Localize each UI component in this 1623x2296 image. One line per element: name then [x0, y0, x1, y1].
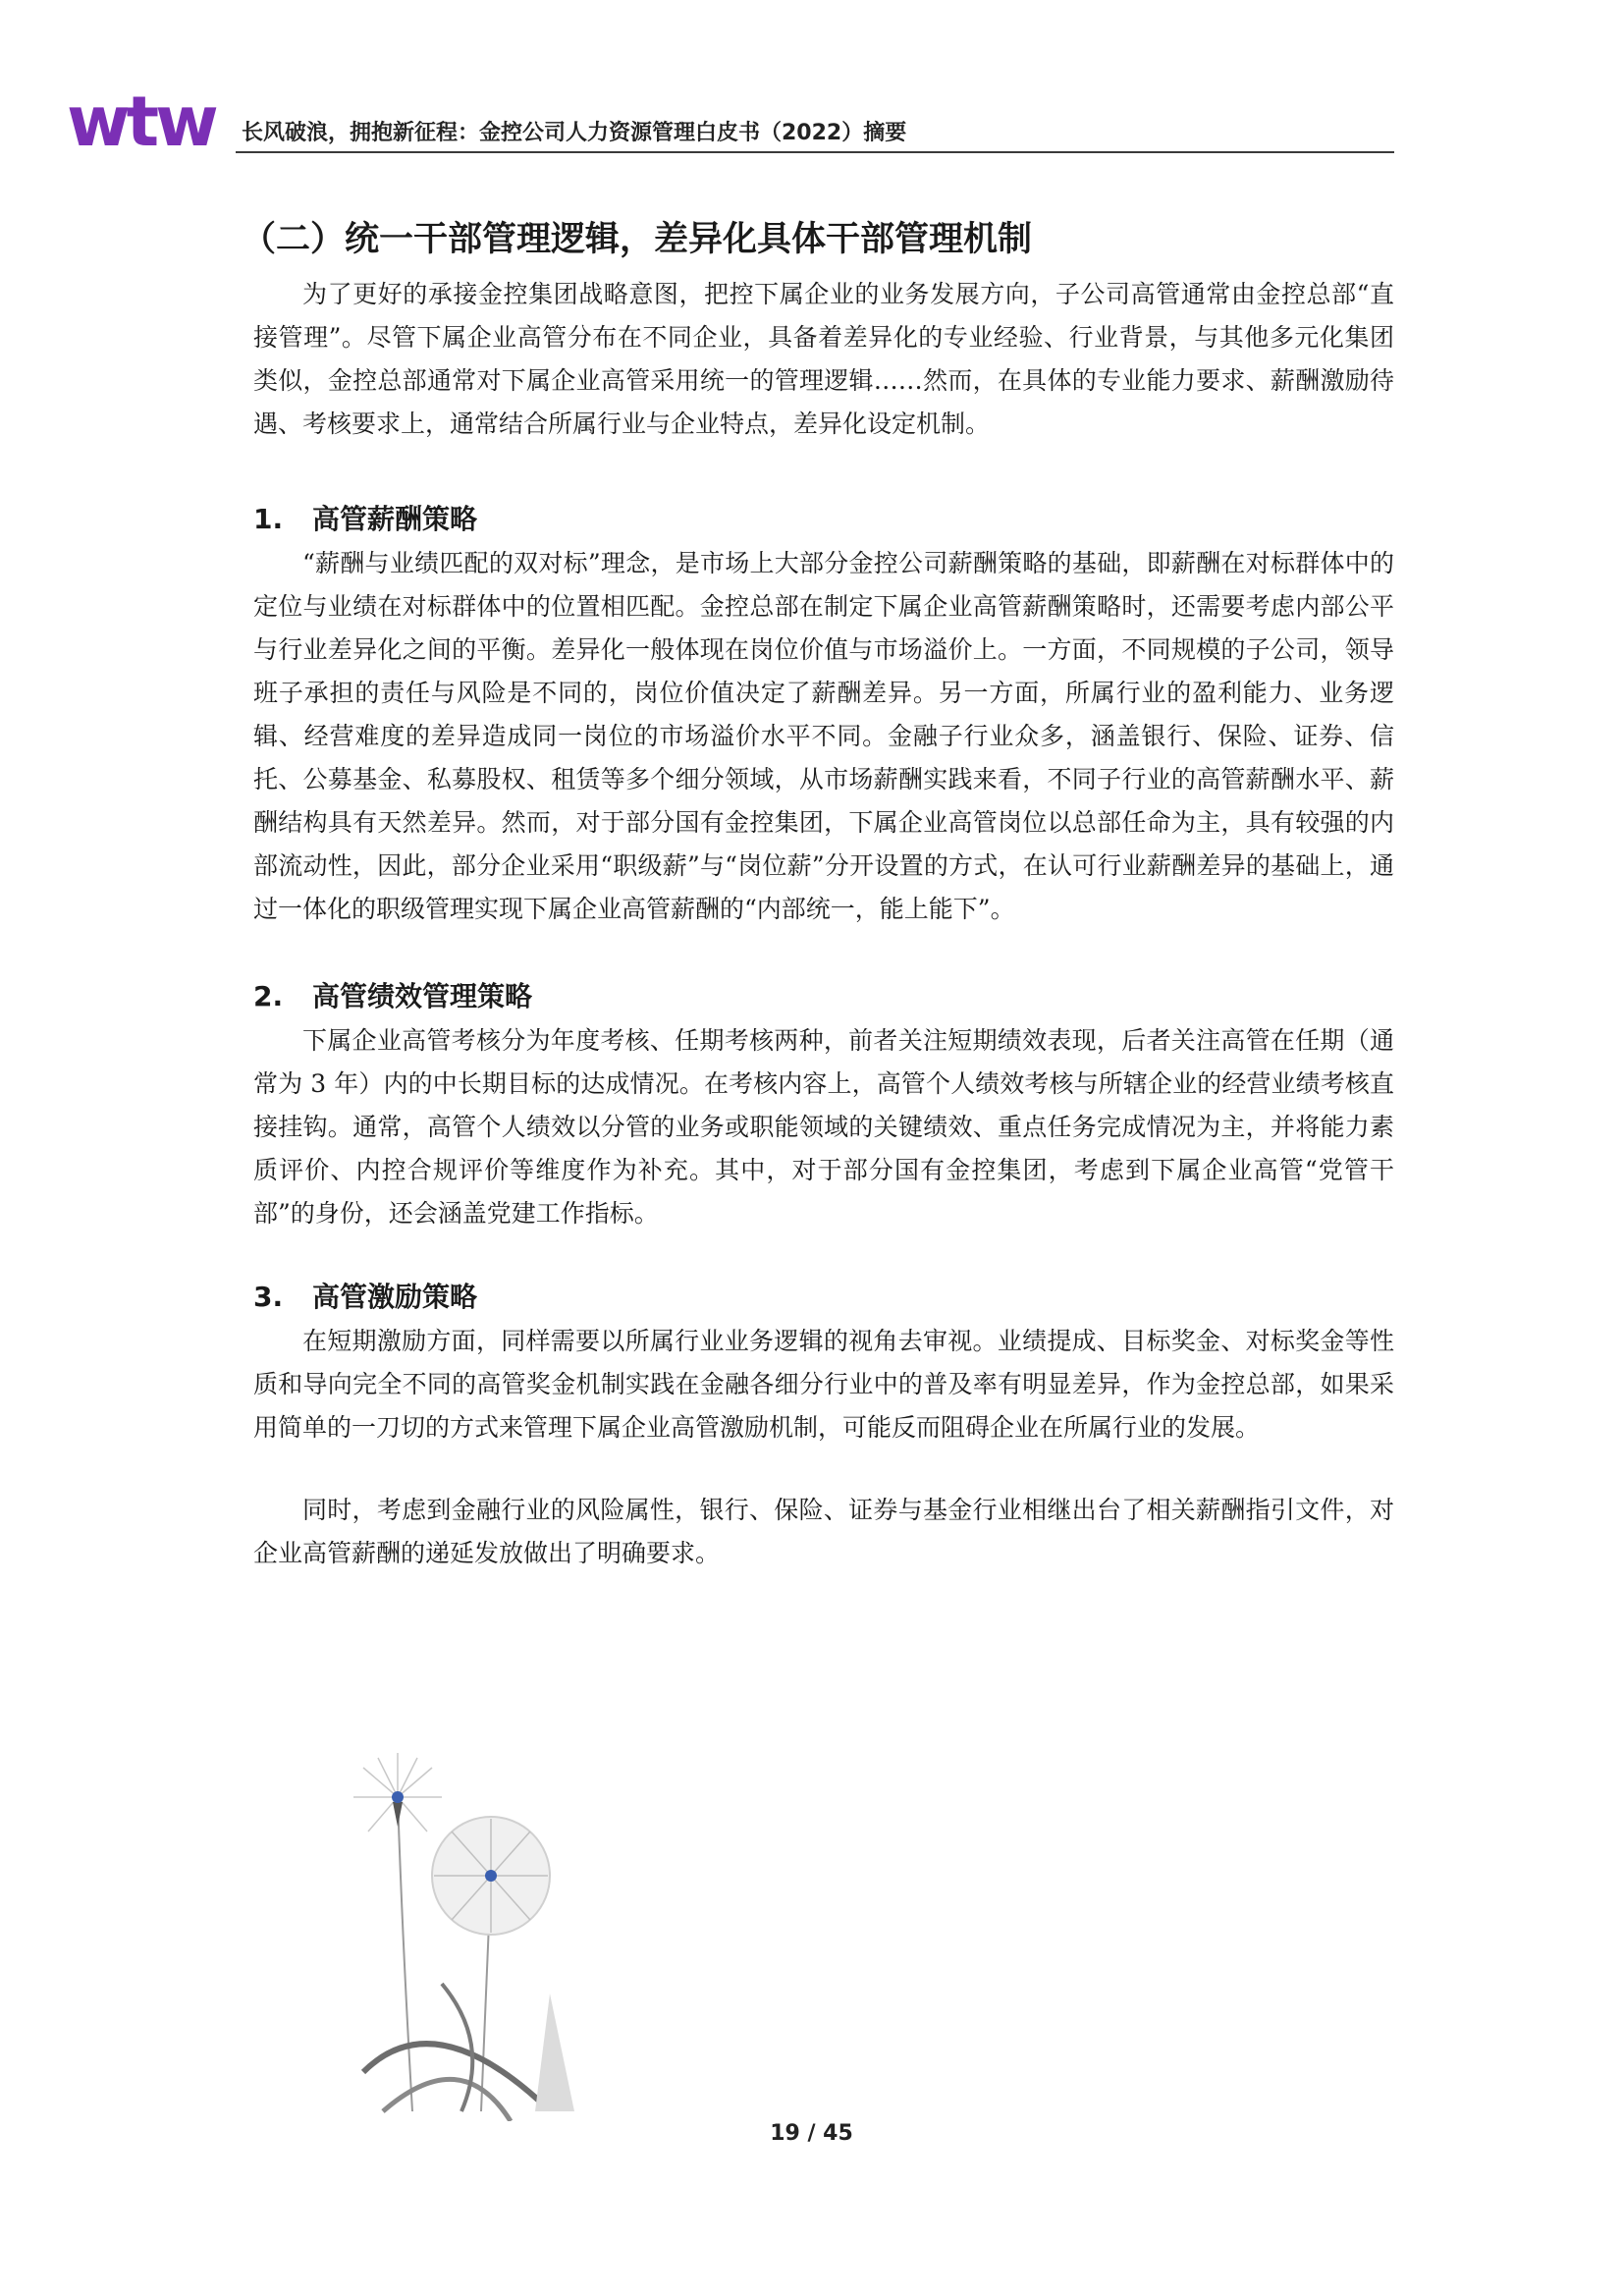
- subsection-title: 高管绩效管理策略: [312, 980, 533, 1012]
- wtw-logo: wtw: [67, 82, 215, 162]
- subsection-heading-2: [253, 974, 1394, 1019]
- section-title: （二）统一干部管理逻辑，差异化具体干部管理机制: [242, 220, 1033, 259]
- subsection-heading-3: [253, 1275, 1394, 1320]
- subsection-heading-1: [253, 497, 1394, 542]
- subsection-body-1: “薪酬与业绩匹配的双对标”理念，是市场上大部分金控公司薪酬策略的基础，即薪酬在对标群体中的定位与业绩在对标群体中的位置相匹配。金控总部在制定下属企业高管薪酬策略时，还需要考虑内部公平与行业差异化之间的平衡。差异化一般体现在岗位价值与市场溢价上。一方面，不同规模的子公司，领导班子承担的责任与风险是不同的，岗位价值决定了薪酬差异。另一方面，所属行业的盈利能力、业务逻辑、经营难度的差异造成同一岗位的市场溢价水平不同。金融子行业众多，涵盖银行、保险、证券、信托、公募基金、私募股权、租赁等多个细分领域，从市场薪酬实践来看，不同子行业的高管薪酬水平、薪酬结构具有天然差异。然而，对于部分国有金控集团，下属企业高管岗位以总部任命为主，具有较强的内部流动性，因此，部分企业采用“职级薪”与“岗位薪”分开设置的方式，在认可行业薪酬差异的基础上，通过一体化的职级管理实现下属企业高管薪酬的“内部统一，能上能下”。: [253, 549, 1394, 923]
- subsection-number: 2.: [253, 980, 284, 1012]
- header-divider: [236, 151, 1394, 153]
- page-header: [67, 82, 1394, 162]
- subsection-title: 高管激励策略: [312, 1281, 478, 1313]
- subsection-body-2: 下属企业高管考核分为年度考核、任期考核两种，前者关注短期绩效表现，后者关注高管在任期（通常为 3 年）内的中长期目标的达成情况。在考核内容上，高管个人绩效考核与所辖企业的经营业绩考核直接挂钩。通常，高管个人绩效以分管的业务或职能领域的关键绩效、重点任务完成情况为主，并将能力素质评价、内控合规评价等维度作为补充。其中，对于部分国有金控集团，考虑到下属企业高管“党管干部”的身份，还会涵盖党建工作指标。: [253, 1026, 1394, 1228]
- dandelion-illustration: [344, 1748, 619, 2121]
- main-content: [242, 212, 1394, 1575]
- page-number: 19 / 45: [770, 2121, 853, 2146]
- subsection-number: 1.: [253, 503, 284, 535]
- subsection-body-3: 在短期激励方面，同样需要以所属行业业务逻辑的视角去审视。业绩提成、目标奖金、对标奖金等性质和导向完全不同的高管奖金机制实践在金融各细分行业中的普及率有明显差异，作为金控总部，如果采用简单的一刀切的方式来管理下属企业高管激励机制，可能反而阻碍企业在所属行业的发展。: [253, 1327, 1394, 1442]
- header-title: 长风破浪，拥抱新征程：金控公司人力资源管理白皮书（2022）摘要: [242, 121, 907, 145]
- subsection-title: 高管薪酬策略: [312, 503, 478, 535]
- subsection-number: 3.: [253, 1281, 284, 1313]
- section-intro: 为了更好的承接金控集团战略意图，把控下属企业的业务发展方向，子公司高管通常由金控总部“直接管理”。尽管下属企业高管分布在不同企业，具备着差异化的专业经验、行业背景，与其他多元化集团类似，金控总部通常对下属企业高管采用统一的管理逻辑……然而，在具体的专业能力要求、薪酬激励待遇、考核要求上，通常结合所属行业与企业特点，差异化设定机制。: [253, 280, 1394, 438]
- subsection-body-3b: 同时，考虑到金融行业的风险属性，银行、保险、证券与基金行业相继出台了相关薪酬指引文件，对企业高管薪酬的递延发放做出了明确要求。: [253, 1496, 1394, 1567]
